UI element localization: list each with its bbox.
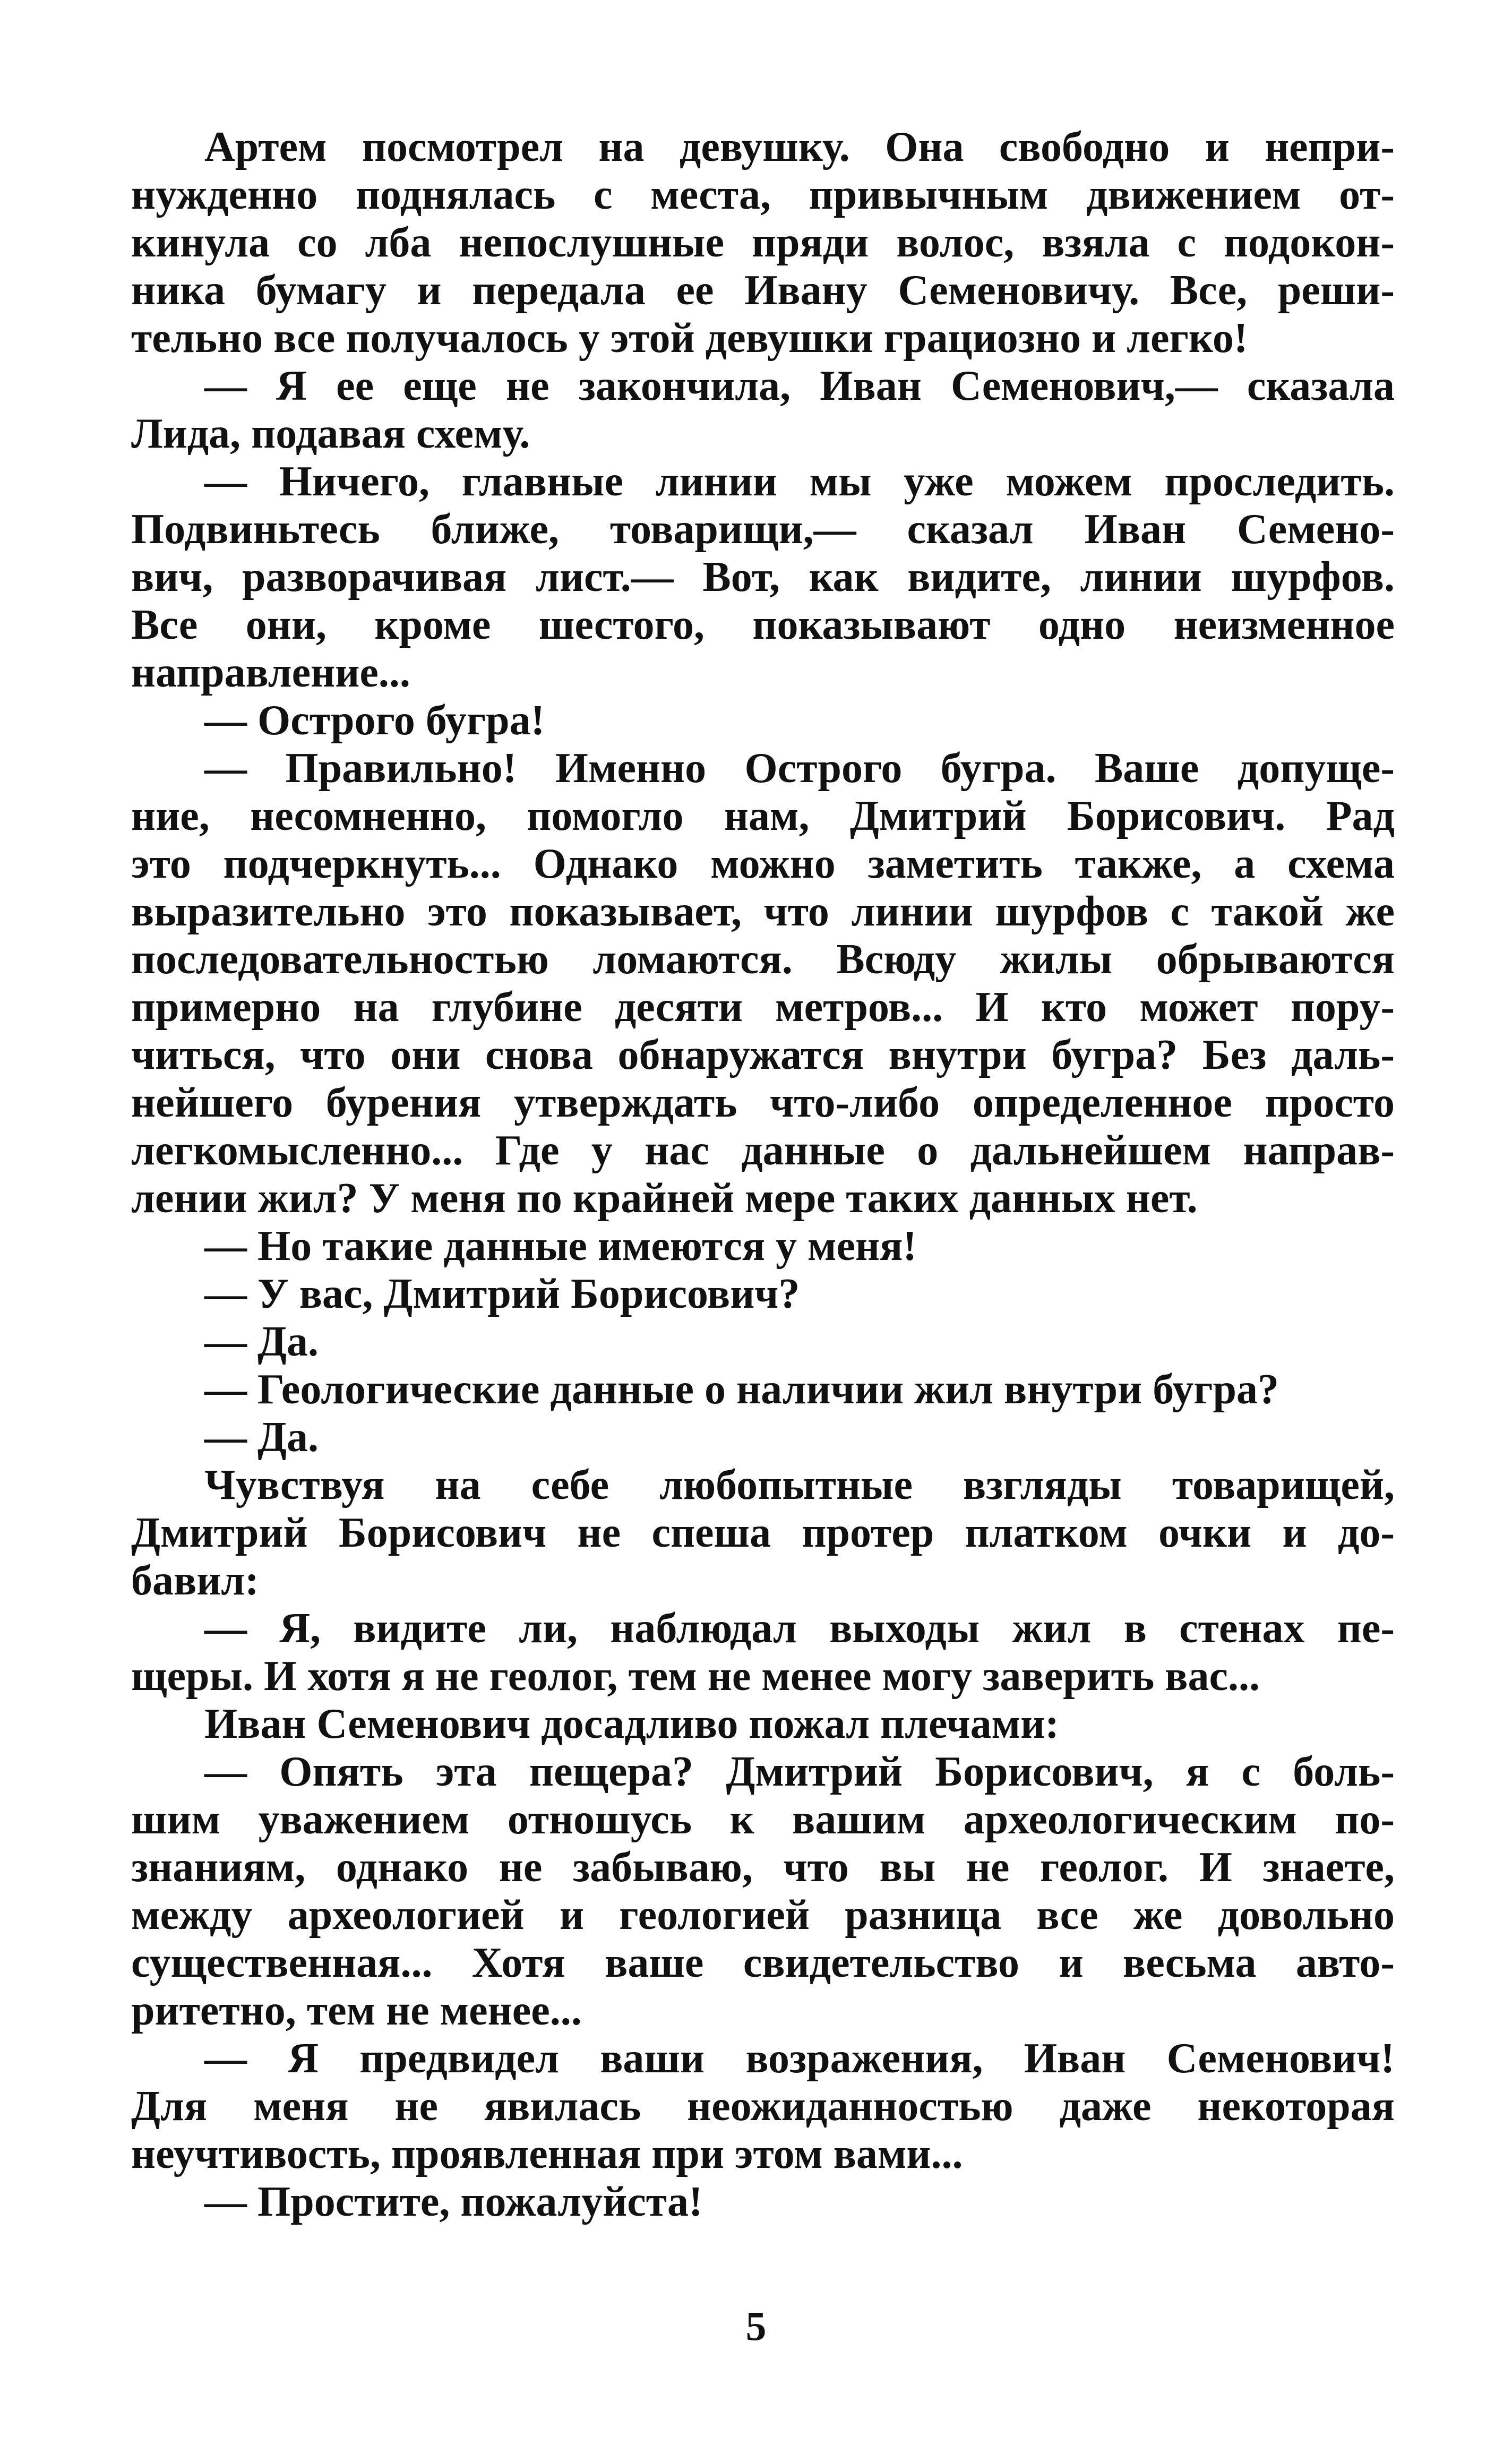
text-line: ние, несомненно, помогло нам, Дмитрий Борисович. Рад	[131, 793, 1395, 839]
text-line: Артем посмотрел на девушку. Она свободно и непри-	[204, 124, 1395, 170]
text-line: — Я ее еще не закончила, Иван Семенович,— сказала	[204, 363, 1395, 409]
text-line: — Простите, пожалуйста!	[204, 2178, 703, 2225]
text-line: шим уважением отношусь к вашим археологическим по-	[131, 1796, 1395, 1843]
text-line: ритетно, тем не менее...	[131, 1987, 582, 2034]
text-line: Иван Семенович досадливо пожал плечами:	[204, 1701, 1059, 1747]
text-line: существенная... Хотя ваше свидетельство и весьма авто-	[131, 1940, 1395, 1986]
text-line: — Да.	[204, 1414, 319, 1461]
text-line: направление...	[131, 649, 410, 696]
text-line: между археологией и геологией разница все же довольно	[131, 1892, 1395, 1939]
text-line: легкомысленно... Где у нас данные о дальнейшем направ-	[131, 1127, 1395, 1174]
text-line: — Да.	[204, 1318, 319, 1365]
text-line: щеры. И хотя я не геолог, тем не менее могу заверить вас...	[131, 1653, 1260, 1700]
text-line: Дмитрий Борисович не спеша протер платком очки и до-	[131, 1509, 1395, 1556]
text-line: Подвиньтесь ближе, товарищи,— сказал Иван Семено-	[131, 506, 1395, 553]
text-line: — У вас, Дмитрий Борисович?	[204, 1271, 800, 1317]
text-line: знаниям, однако не забываю, что вы не геолог. И знаете,	[131, 1844, 1395, 1891]
page-number: 5	[745, 2303, 767, 2349]
text-line: — Но такие данные имеются у меня!	[204, 1223, 917, 1270]
text-line: тельно все получалось у этой девушки грациозно и легко!	[131, 315, 1248, 362]
text-line: последовательностью ломаются. Всюду жилы обрываются	[131, 936, 1395, 983]
text-line: Чувствуя на себе любопытные взгляды товарищей,	[204, 1462, 1395, 1508]
text-line: ника бумагу и передала ее Ивану Семеновичу. Все, реши-	[131, 267, 1395, 314]
text-line: нейшего бурения утверждать что-либо определенное просто	[131, 1079, 1395, 1126]
text-line: Лида, подавая схему.	[131, 410, 530, 457]
text-line: Для меня не явилась неожиданностью даже некоторая	[131, 2083, 1395, 2130]
text-line: вич, разворачивая лист.— Вот, как видите, линии шурфов.	[131, 554, 1395, 601]
text-line: выразительно это показывает, что линии шурфов с такой же	[131, 888, 1395, 935]
text-line: это подчеркнуть... Однако можно заметить также, а схема	[131, 840, 1395, 887]
text-line: — Я предвидел ваши возражения, Иван Семенович!	[204, 2035, 1395, 2082]
text-line: примерно на глубине десяти метров... И кто может пору-	[131, 984, 1395, 1031]
text-line: кинула со лба непослушные пряди волос, взяла с подокон-	[131, 219, 1395, 266]
text-line: неучтивость, проявленная при этом вами...	[131, 2131, 963, 2177]
text-line: нужденно поднялась с места, привычным движением от-	[131, 171, 1395, 218]
body-text	[131, 123, 1395, 2226]
text-line: Все они, кроме шестого, показывают одно неизменное	[131, 602, 1395, 648]
text-line: — Опять эта пещера? Дмитрий Борисович, я с боль-	[204, 1748, 1395, 1795]
text-line: читься, что они снова обнаружатся внутри бугра? Без даль-	[131, 1032, 1395, 1078]
text-line: — Ничего, главные линии мы уже можем проследить.	[204, 458, 1395, 505]
text-line: — Острого бугра!	[204, 697, 545, 744]
text-line: — Геологические данные о наличии жил внутри бугра?	[204, 1366, 1279, 1413]
text-line: бавил:	[131, 1557, 259, 1604]
text-line: — Правильно! Именно Острого бугра. Ваше допуще-	[204, 745, 1395, 792]
text-line: — Я, видите ли, наблюдал выходы жил в стенах пе-	[204, 1605, 1395, 1652]
text-line: лении жил? У меня по крайней мере таких данных нет.	[131, 1175, 1198, 1222]
